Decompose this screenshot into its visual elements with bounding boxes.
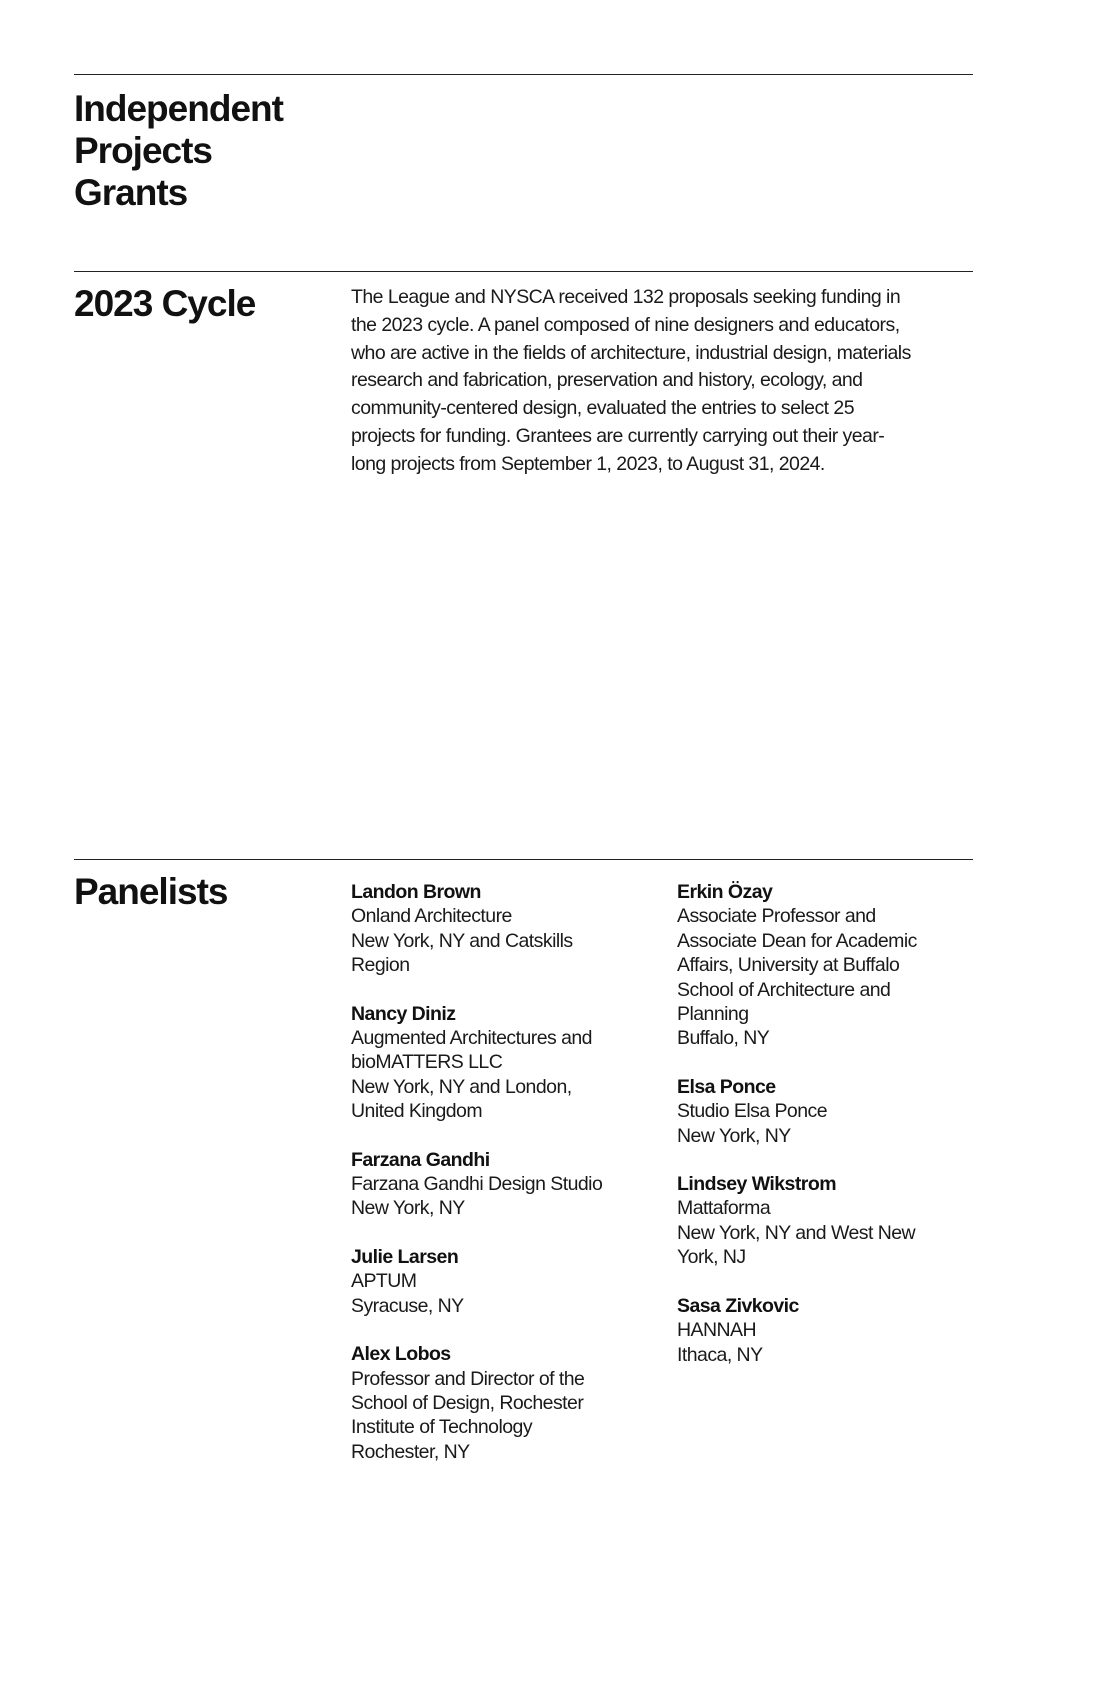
panelist-detail: Syracuse, NY xyxy=(351,1294,464,1317)
page-title-line: Grants xyxy=(74,172,188,213)
panelist-detail: United Kingdom xyxy=(351,1100,483,1123)
panelist-entry xyxy=(351,1148,651,1221)
cycle-description-line: who are active in the fields of architecture, industrial design, materials xyxy=(351,341,911,364)
panelist-entry xyxy=(677,880,977,1051)
panelist-name: Landon Brown xyxy=(351,881,481,903)
cycle-description-line: the 2023 cycle. A panel composed of nine designers and educators, xyxy=(351,313,900,336)
cycle-description-line: The League and NYSCA received 132 proposals seeking funding in xyxy=(351,286,901,308)
page-title-line: Independent xyxy=(74,88,283,129)
panelist-detail: Institute of Technology xyxy=(351,1416,533,1439)
panelist-detail: New York, NY and Catskills xyxy=(351,929,573,952)
panelist-name: Erkin Özay xyxy=(677,881,773,903)
panelists-column-left xyxy=(351,880,651,1488)
panelist-entry xyxy=(677,1172,977,1270)
page-title xyxy=(74,88,283,214)
panelist-name: Nancy Diniz xyxy=(351,1002,456,1025)
panelist-detail: Affairs, University at Buffalo xyxy=(677,954,900,977)
cycle-description-line: community-centered design, evaluated the entries to select 25 xyxy=(351,397,855,420)
panelist-name: Alex Lobos xyxy=(351,1343,451,1366)
top-divider xyxy=(74,74,973,75)
panelist-detail: New York, NY xyxy=(677,1124,791,1147)
cycle-description-line: long projects from September 1, 2023, to August 31, 2024. xyxy=(351,452,825,475)
panelist-detail: Buffalo, NY xyxy=(677,1027,770,1050)
panelist-detail: Farzana Gandhi Design Studio xyxy=(351,1173,603,1196)
panelist-entry xyxy=(351,1002,651,1124)
panelist-detail: Planning xyxy=(677,1003,749,1026)
panelist-detail: Ithaca, NY xyxy=(677,1343,763,1366)
panelists-divider xyxy=(74,859,973,860)
panelist-detail: Mattaforma xyxy=(677,1197,771,1220)
cycle-description-line: projects for funding. Grantees are currently carrying out their year- xyxy=(351,424,885,447)
panelist-detail: New York, NY and West New xyxy=(677,1221,916,1244)
panelists-column-right xyxy=(677,880,977,1391)
panelist-detail: New York, NY xyxy=(351,1197,465,1220)
panelist-detail: School of Architecture and xyxy=(677,978,891,1001)
panelist-name: Lindsey Wikstrom xyxy=(677,1173,836,1196)
panelist-detail: bioMATTERS LLC xyxy=(351,1051,503,1074)
panelist-detail: Region xyxy=(351,954,410,977)
panelist-detail: Professor and Director of the xyxy=(351,1367,585,1390)
page-title-line: Projects xyxy=(74,130,213,171)
panelist-entry xyxy=(677,1294,977,1367)
panelist-detail: Associate Professor and xyxy=(677,905,876,928)
panelist-entry xyxy=(351,880,651,978)
panelist-detail: Onland Architecture xyxy=(351,905,512,928)
cycle-description-line: research and fabrication, preservation and history, ecology, and xyxy=(351,369,863,392)
panelist-detail: Associate Dean for Academic xyxy=(677,929,917,952)
panelist-entry xyxy=(351,1342,651,1464)
cycle-description xyxy=(351,284,977,479)
panelist-detail: School of Design, Rochester xyxy=(351,1391,584,1414)
panelist-detail: APTUM xyxy=(351,1270,417,1293)
cycle-heading: 2023 Cycle xyxy=(74,283,256,324)
panelist-name: Julie Larsen xyxy=(351,1245,459,1268)
cycle-divider xyxy=(74,271,973,272)
panelist-name: Sasa Zivkovic xyxy=(677,1294,799,1317)
panelist-entry xyxy=(351,1245,651,1318)
panelist-detail: York, NJ xyxy=(677,1246,746,1269)
panelist-name: Farzana Gandhi xyxy=(351,1148,490,1171)
panelist-name: Elsa Ponce xyxy=(677,1075,776,1098)
panelist-detail: New York, NY and London, xyxy=(351,1075,572,1098)
panelist-detail: Augmented Architectures and xyxy=(351,1027,592,1050)
panelists-heading: Panelists xyxy=(74,871,228,912)
panelist-detail: Rochester, NY xyxy=(351,1440,470,1463)
panelist-detail: HANNAH xyxy=(677,1319,757,1342)
panelist-entry xyxy=(677,1075,977,1148)
panelist-detail: Studio Elsa Ponce xyxy=(677,1100,828,1123)
